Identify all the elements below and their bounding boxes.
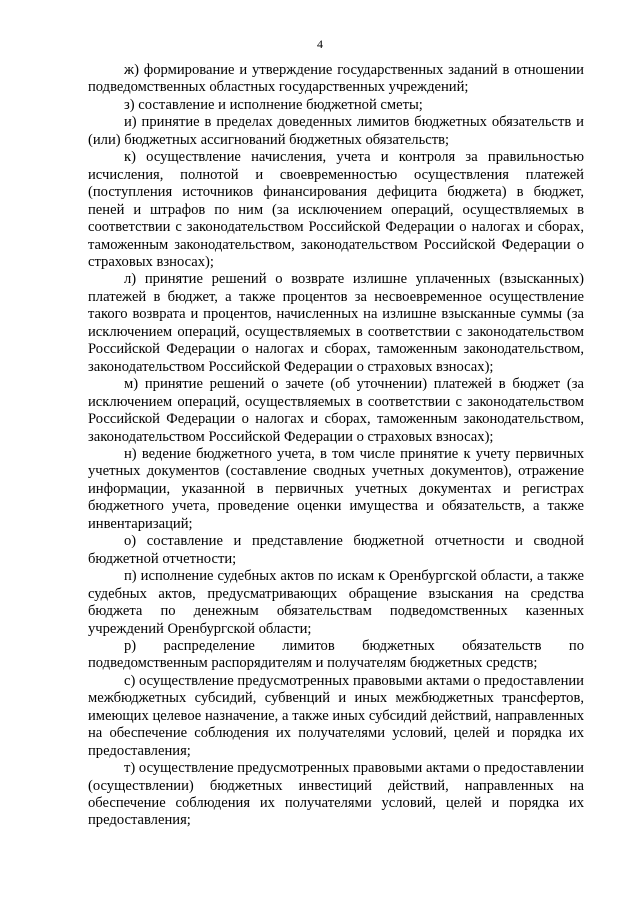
paragraph-m: м) принятие решений о зачете (об уточнении) платежей в бюджет (за исключением операций, осуществляемых в соответствии с законодательством Российской Федерации о налогах и сборах, таможенным законодательством, законодательством Российской Федерации о страховых взносах); (88, 376, 584, 445)
paragraph-l: л) принятие решений о возврате излишне уплаченных (взысканных) платежей в бюджет, а также процентов за несвоевременное осуществление такого возврата и процентов, начисленных на излишне взысканные суммы (за исключением операций, осуществляемых в соответствии с законодательством Российской Федерации о налогах и сборах, таможенным законодательством, законодательством Российской Федерации о страховых взносах); (88, 271, 584, 375)
paragraph-t: т) осуществление предусмотренных правовыми актами о предоставлении (осуществлении) бюджетных инвестиций действий, направленных на обеспечение соблюдения их получателями условий, целей и порядка их предоставления; (88, 760, 584, 829)
page-number: 4 (317, 37, 323, 51)
paragraph-z: з) составление и исполнение бюджетной сметы; (124, 96, 423, 113)
paragraph-i: и) принятие в пределах доведенных лимитов бюджетных обязательств и (или) бюджетных ассигнований бюджетных обязательств; (88, 114, 584, 148)
paragraph-s: с) осуществление предусмотренных правовыми актами о предоставлении межбюджетных субсидий, субвенций и иных межбюджетных трансфертов, имеющих целевое назначение, а также иных субсидий действий, направленных на обеспечение соблюдения их получателями условий, целей и порядка их предоставления; (88, 672, 584, 759)
paragraph-o: о) составление и представление бюджетной отчетности и сводной бюджетной отчетности; (88, 533, 584, 567)
paragraph-n: н) ведение бюджетного учета, в том числе принятие к учету первичных учетных документов (составление сводных учетных документов), отражение информации, указанной в первичных учетных документах и регистрах бюджетного учета, проведение оценки имущества и обязательств, а также инвентаризаций; (88, 445, 584, 532)
paragraph-p: п) исполнение судебных актов по искам к Оренбургской области, а также судебных актов, предусматривающих обращение взыскания на средства бюджета по денежным обязательствам подведомственных казенных учреждений Оренбургской области; (88, 568, 584, 637)
document-body (88, 62, 584, 830)
paragraph-zh: ж) формирование и утверждение государственных заданий в отношении подведомственных областных государственных учреждений; (88, 62, 584, 96)
paragraph-r: р) распределение лимитов бюджетных обязательств по подведомственным распорядителям и получателям бюджетных средств; (88, 637, 584, 672)
paragraph-k: к) осуществление начисления, учета и контроля за правильностью исчисления, полнотой и своевременностью осуществления платежей (поступления источников финансирования дефицита бюджета) в бюджет, пеней и штрафов по ним (за исключением операций, осуществляемых в соответствии с законодательством Российской Федерации о налогах и сборах, таможенным законодательством, законодательством Российской Федерации о страховых взносах); (88, 149, 584, 270)
